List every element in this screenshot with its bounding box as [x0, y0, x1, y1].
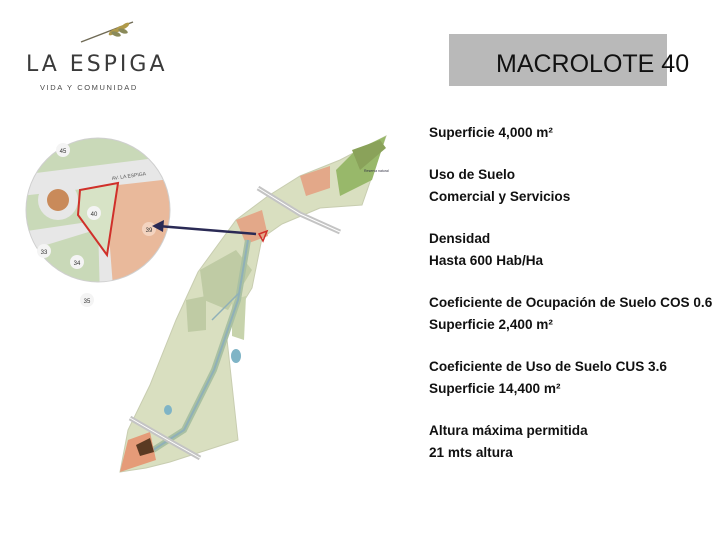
- lot-label-40: 40: [90, 212, 98, 218]
- spec-heading: Coeficiente de Ocupación de Suelo COS 0.6: [429, 295, 713, 310]
- lot-specifications: [429, 122, 714, 484]
- lot-label-35: 35: [83, 299, 91, 305]
- spec-value: Superficie 14,400 m²: [429, 381, 561, 396]
- spec-block: [429, 228, 714, 272]
- logo: [22, 20, 168, 100]
- spec-value: Comercial y Servicios: [429, 189, 571, 204]
- wheat-icon: [77, 20, 137, 46]
- lot-label-33: 33: [40, 250, 48, 256]
- spec-heading: Uso de Suelo: [429, 167, 516, 182]
- brand-name: LA ESPIGA: [26, 52, 168, 77]
- spec-heading: Altura máxima permitida: [429, 423, 588, 438]
- lot-label-34: 34: [73, 261, 81, 267]
- lot-label-45: 45: [59, 149, 67, 155]
- brand-tagline: VIDA Y COMUNIDAD: [40, 83, 138, 92]
- spec-block: [429, 420, 714, 464]
- spec-value: 21 mts altura: [429, 445, 513, 460]
- reserve-label: Reserva natural: [364, 169, 389, 173]
- spec-value: Hasta 600 Hab/Ha: [429, 253, 544, 268]
- page-title: MACROLOTE 40: [449, 34, 667, 86]
- spec-block: [429, 356, 714, 400]
- spec-block: [429, 122, 714, 144]
- site-map: [0, 100, 420, 480]
- spec-block: [429, 292, 714, 336]
- lot-label-39: 39: [145, 228, 153, 234]
- spec-heading: Densidad: [429, 231, 491, 246]
- spec-heading: Coeficiente de Uso de Suelo CUS 3.6: [429, 359, 667, 374]
- spec-block: [429, 164, 714, 208]
- spec-value: Superficie 2,400 m²: [429, 317, 553, 332]
- road-label: AV. LA ESPIGA: [111, 171, 147, 182]
- spec-heading: Superficie 4,000 m²: [429, 125, 553, 140]
